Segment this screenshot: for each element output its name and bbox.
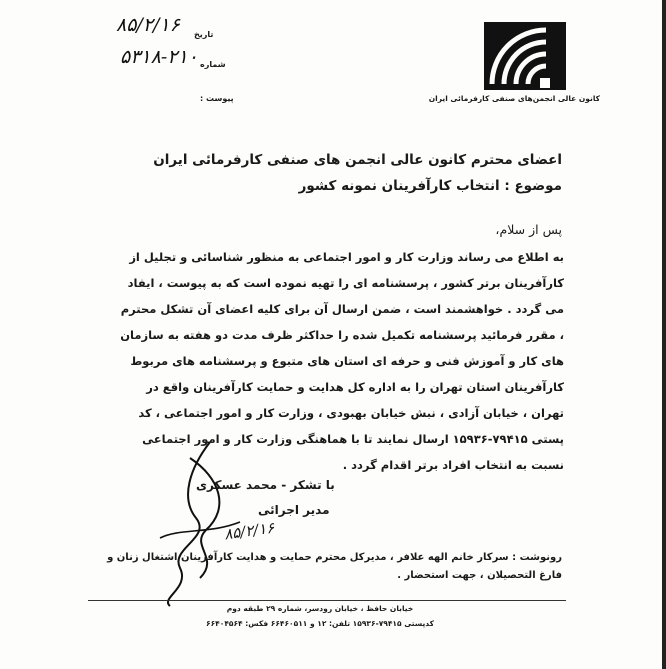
date-label: تاریخ: [194, 30, 214, 39]
signatory-title: مدیر اجرائی: [258, 503, 330, 517]
date-value: ۸۵/۲/۱۶: [116, 14, 180, 36]
body-line: های کار و آموزش فنی و حرفه ای استان های متبوع و پرسشنامه های مربوط: [130, 354, 564, 368]
body-line: کارآفرینان برتر کشور ، پرسشنامه ای را تهیه نموده است که به پیوست ، ایفاد: [127, 276, 564, 290]
body-line: نسبت به انتخاب افراد برتر اقدام گردد .: [342, 458, 564, 472]
handwritten-date: ۸۵/۲/۱۶: [222, 518, 276, 544]
body-line: به اطلاع می رساند وزارت کار و امور اجتماعی به منظور شناسائی و تجلیل از: [129, 250, 564, 264]
scan-edge: [662, 0, 666, 669]
cc-line-2: فارغ التحصیلان ، جهت استحضار .: [397, 570, 562, 581]
body-line: کارآفرینان استان تهران را به اداره کل هدایت و حمایت کارآفرینان واقع در: [146, 380, 564, 394]
footer-contact: کدپستی ۷۹۴۱۵-۱۵۹۳۶ تلفن: ۱۲ و ۶۶۴۶۰۵۱۱ فکس: ۶۶۴۰۴۵۶۴: [206, 619, 434, 628]
subject-heading: موضوع : انتخاب کارآفرینان نمونه کشور: [298, 178, 562, 194]
body-line: ، مقرر فرمائید پرسشنامه تکمیل شده را حداکثر ظرف مدت دو هفته به سازمان: [120, 328, 564, 342]
organization-logo-icon: [484, 22, 566, 90]
body-line: می گردد . خواهشمند است ، ضمن ارسال آن برای کلیه اعضای آن تشکل محترم: [120, 302, 564, 316]
attachment-label: پیوست :: [200, 94, 234, 103]
footer-address: خیابان حافظ ، خیابان رودسر، شماره ۲۹ طبقه دوم: [226, 604, 414, 613]
organization-name: کانون عالی انجمن‌های صنفی کارفرمائی ایران: [428, 94, 600, 103]
addressee-heading: اعضای محترم کانون عالی انجمن های صنفی کارفرمائی ایران: [153, 152, 562, 168]
number-value: ۵۳۱۸-۲۱۰: [120, 46, 198, 68]
cc-line-1: رونوشت : سرکار خانم الهه علافر ، مدیرکل محترم حمایت و هدایت کارآفرینان اشتغال زنان و: [107, 552, 562, 563]
body-line: پستی ۷۹۴۱۵-۱۵۹۳۶ ارسال نمایند تا با هماهنگی وزارت کار و امور اجتماعی: [142, 432, 564, 446]
signature-closing: با تشکر - محمد عسکری: [196, 478, 335, 492]
footer-divider: [88, 600, 566, 601]
greeting: پس از سلام،: [495, 222, 562, 237]
number-label: شماره: [200, 60, 226, 69]
body-line: تهران ، خیابان آزادی ، نبش خیابان بهبودی ، وزارت کار و امور اجتماعی ، کد: [138, 406, 564, 420]
